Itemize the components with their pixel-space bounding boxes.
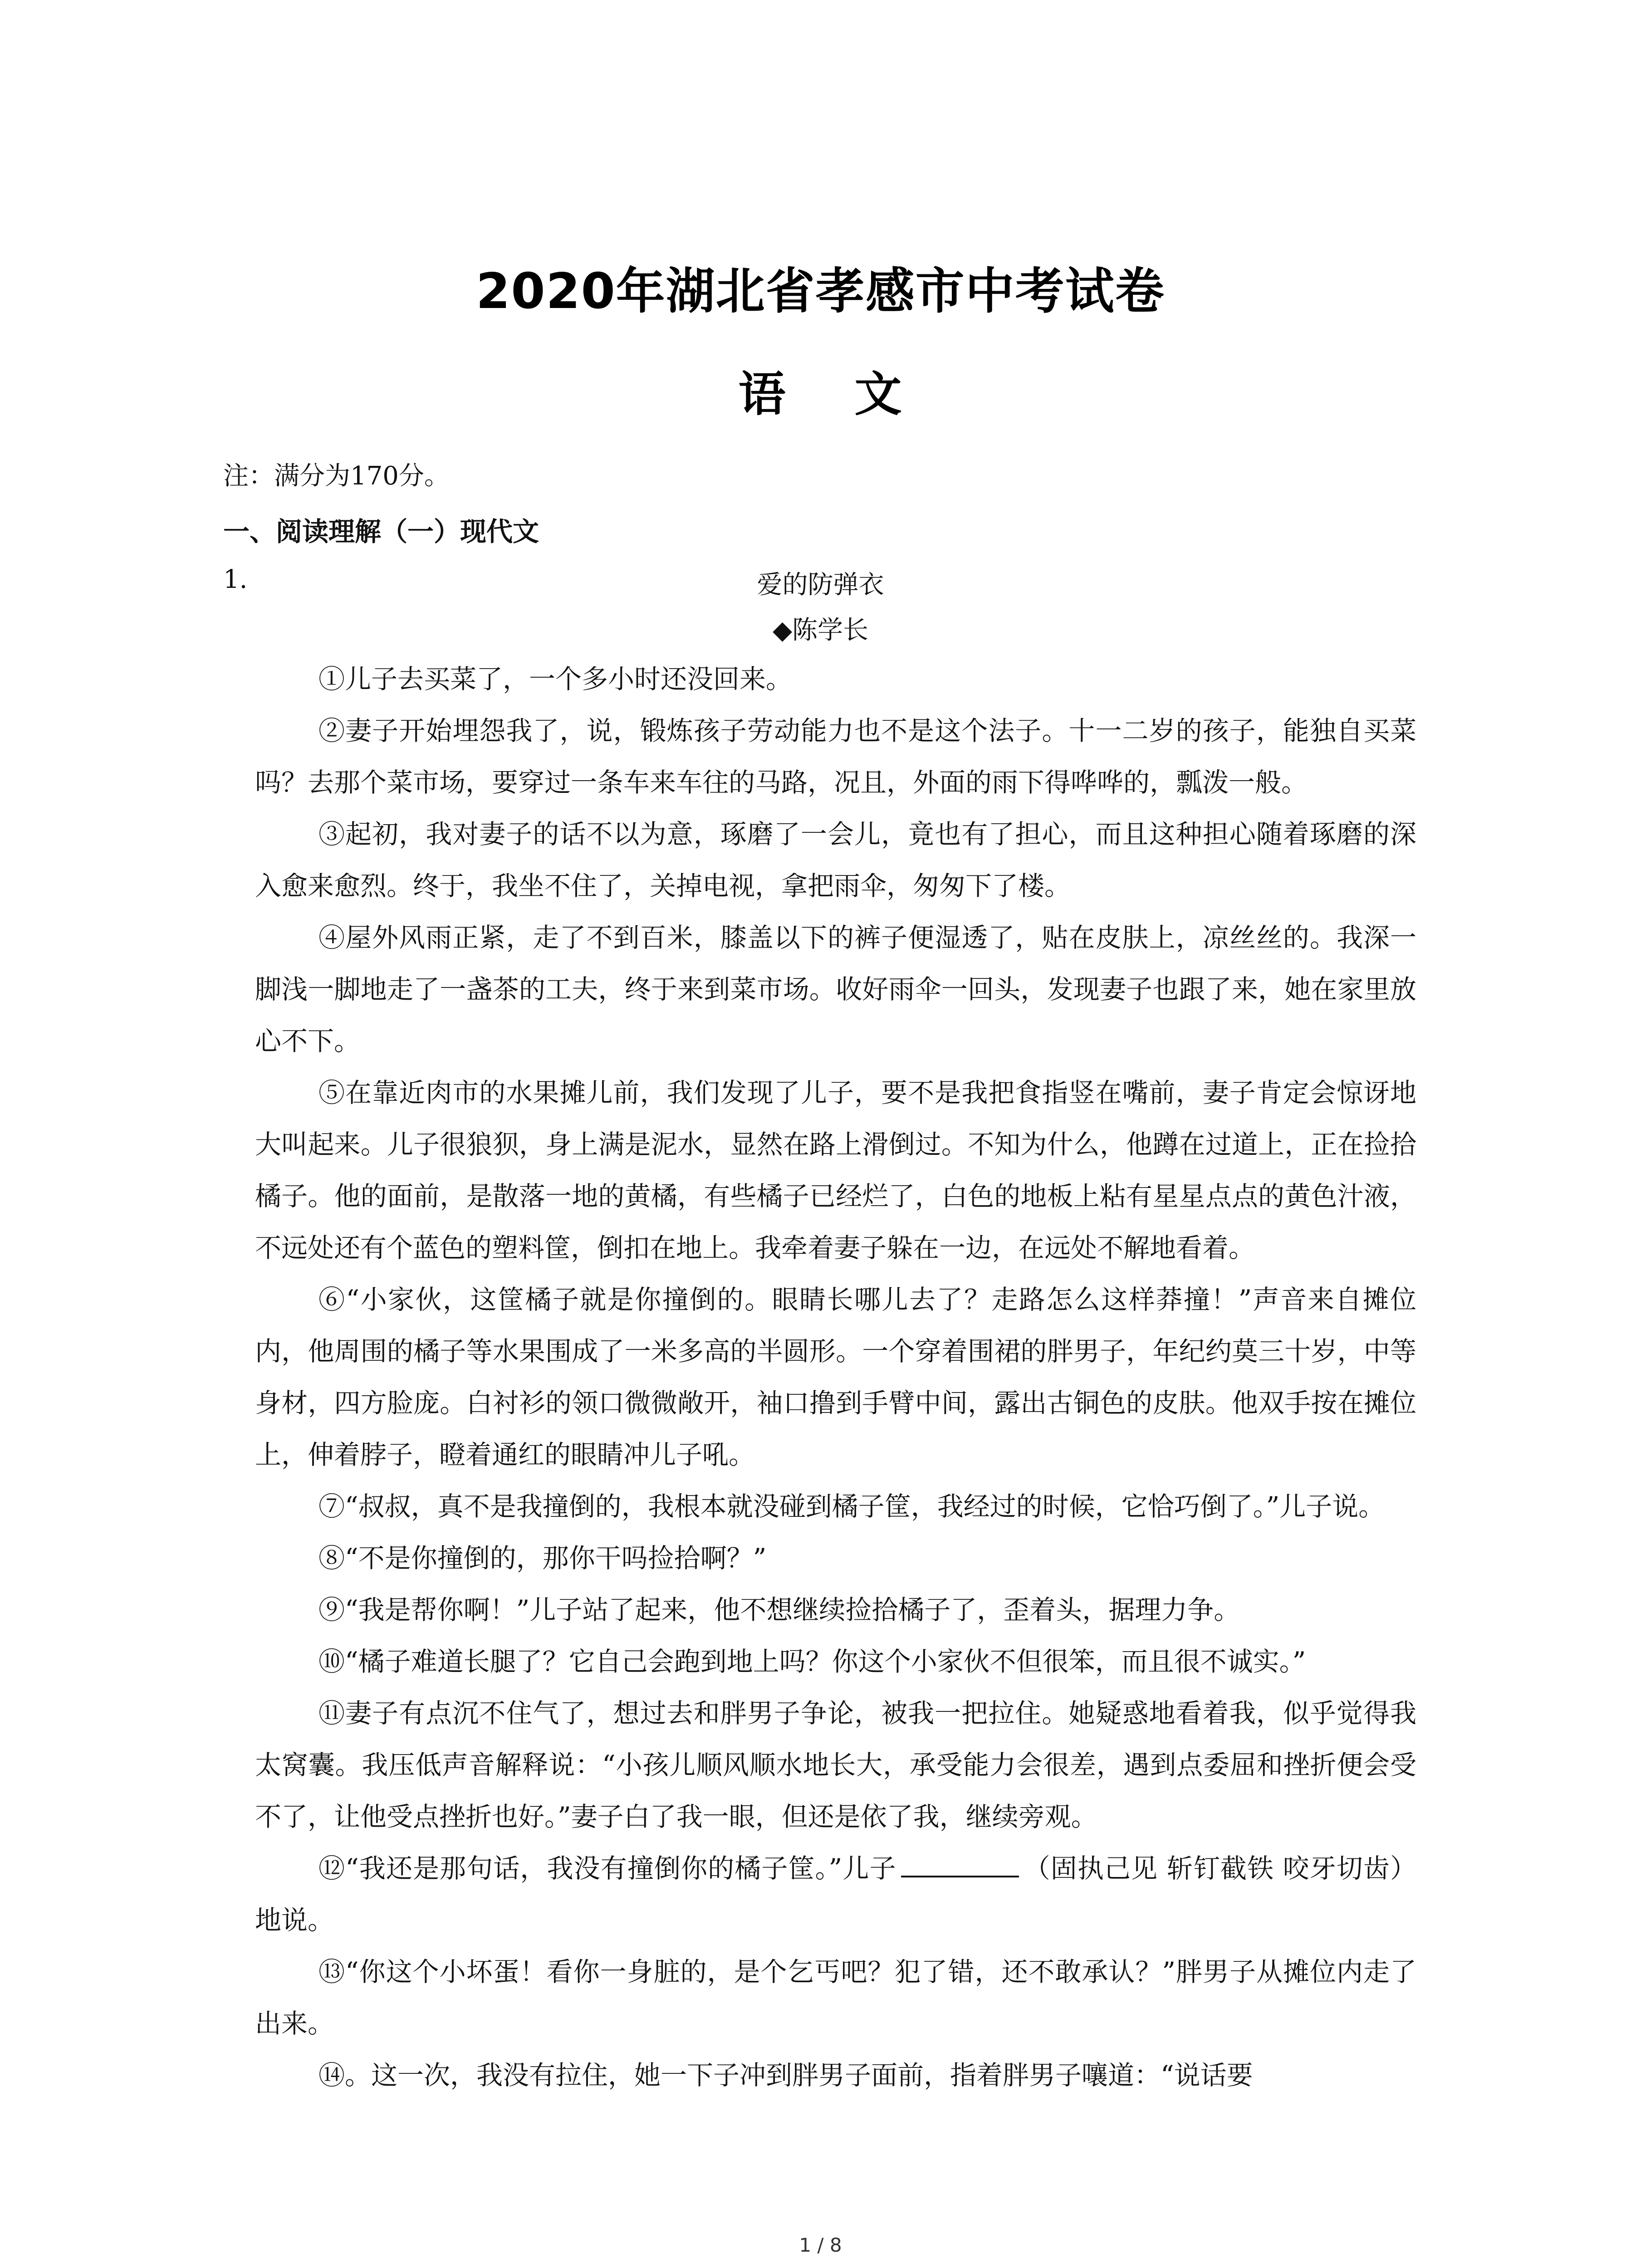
article-title: 爱的防弹衣 [757, 570, 884, 600]
subject-char-1: 语 [738, 367, 787, 422]
paragraph-12 [255, 1843, 1416, 1946]
article-body [255, 653, 1416, 2101]
subject-title [0, 356, 1641, 424]
question-number: 1. [223, 565, 248, 594]
paragraph-1: ①儿子去买菜了，一个多小时还没回来。 [318, 664, 793, 694]
paragraph-11: ⑪妻子有点沉不住气了，想过去和胖男子争论，被我一把拉住。她疑惑地看着我，似乎觉得我太窝囊。我压低声音解释说：“小孩儿顺风顺水地长大，承受能力会很差，遇到点委屈和挫折便会受不了，让他受点挫折也好。”妻子白了我一眼，但还是依了我，继续旁观。 [255, 1698, 1416, 1832]
page-number: 1 / 8 [799, 2234, 842, 2256]
paragraph-8: ⑧“不是你撞倒的，那你干吗捡拾啊？” [318, 1543, 767, 1574]
article-author: ◆陈学长 [772, 616, 869, 645]
paragraph-5: ⑤在靠近肉市的水果摊儿前，我们发现了儿子，要不是我把食指竖在嘴前，妻子肯定会惊讶地大叫起来。儿子很狼狈，身上满是泥水，显然在路上滑倒过。不知为什么，他蹲在过道上，正在捡拾橘子。他的面前，是散落一地的黄橘，有些橘子已经烂了，白色的地板上粘有星星点点的黄色汁液，不远处还有个蓝色的塑料筐，倒扣在地上。我牵着妻子躲在一边，在远处不解地看着。 [255, 1077, 1416, 1263]
paragraph-6: ⑥“小家伙，这筐橘子就是你撞倒的。眼睛长哪儿去了？走路怎么这样莽撞！”声音来自摊位内，他周围的橘子等水果围成了一米多高的半圆形。一个穿着围裙的胖男子，年纪约莫三十岁，中等身材，四方脸庞。白衬衫的领口微微敞开，袖口撸到手臂中间，露出古铜色的皮肤。他双手按在摊位上，伸着脖子，瞪着通红的眼睛冲儿子吼。 [255, 1284, 1416, 1470]
paragraph-4: ④屋外风雨正紧，走了不到百米，膝盖以下的裤子便湿透了，贴在皮肤上，凉丝丝的。我深一脚浅一脚地走了一盏茶的工夫，终于来到菜市场。收好雨伞一回头，发现妻子也跟了来，她在家里放心不下。 [255, 922, 1416, 1056]
section-heading: 一、阅读理解（一）现代文 [223, 516, 539, 547]
paragraph-12-before: ⑫“我还是那句话，我没有撞倒你的橘子筐。”儿子 [318, 1853, 896, 1884]
score-note: 注：满分为170分。 [223, 461, 450, 491]
paragraph-12-after: （固执己见 斩钉截铁 咬牙切齿）地说。 [255, 1853, 1417, 1936]
fill-in-blank[interactable] [901, 1848, 1019, 1877]
paragraph-14: ⑭。这一次，我没有拉住，她一下子冲到胖男子面前，指着胖男子嚷道：“说话要 [318, 2060, 1253, 2091]
paragraph-13: ⑬“你这个小坏蛋！看你一身脏的，是个乞丐吧？犯了错，还不敢承认？”胖男子从摊位内走了出来。 [255, 1956, 1416, 2039]
exam-title: 2020年湖北省孝感市中考试卷 [476, 263, 1165, 320]
paragraph-10: ⑩“橘子难道长腿了？它自己会跑到地上吗？你这个小家伙不但很笨，而且很不诚实。” [318, 1646, 1306, 1677]
paragraph-3: ③起初，我对妻子的话不以为意，琢磨了一会儿，竟也有了担心，而且这种担心随着琢磨的深入愈来愈烈。终于，我坐不住了，关掉电视，拿把雨伞，匆匆下了楼。 [255, 819, 1416, 901]
paragraph-2: ②妻子开始埋怨我了，说，锻炼孩子劳动能力也不是这个法子。十一二岁的孩子，能独自买菜吗？去那个菜市场，要穿过一条车来车往的马路，况且，外面的雨下得哗哗的，瓢泼一般。 [255, 715, 1416, 798]
paragraph-9: ⑨“我是帮你啊！”儿子站了起来，他不想继续捡拾橘子了，歪着头，据理力争。 [318, 1594, 1240, 1625]
paragraph-7: ⑦“叔叔，真不是我撞倒的，我根本就没碰到橘子筐，我经过的时候，它恰巧倒了。”儿子说。 [318, 1491, 1385, 1522]
subject-char-2: 文 [854, 367, 903, 422]
